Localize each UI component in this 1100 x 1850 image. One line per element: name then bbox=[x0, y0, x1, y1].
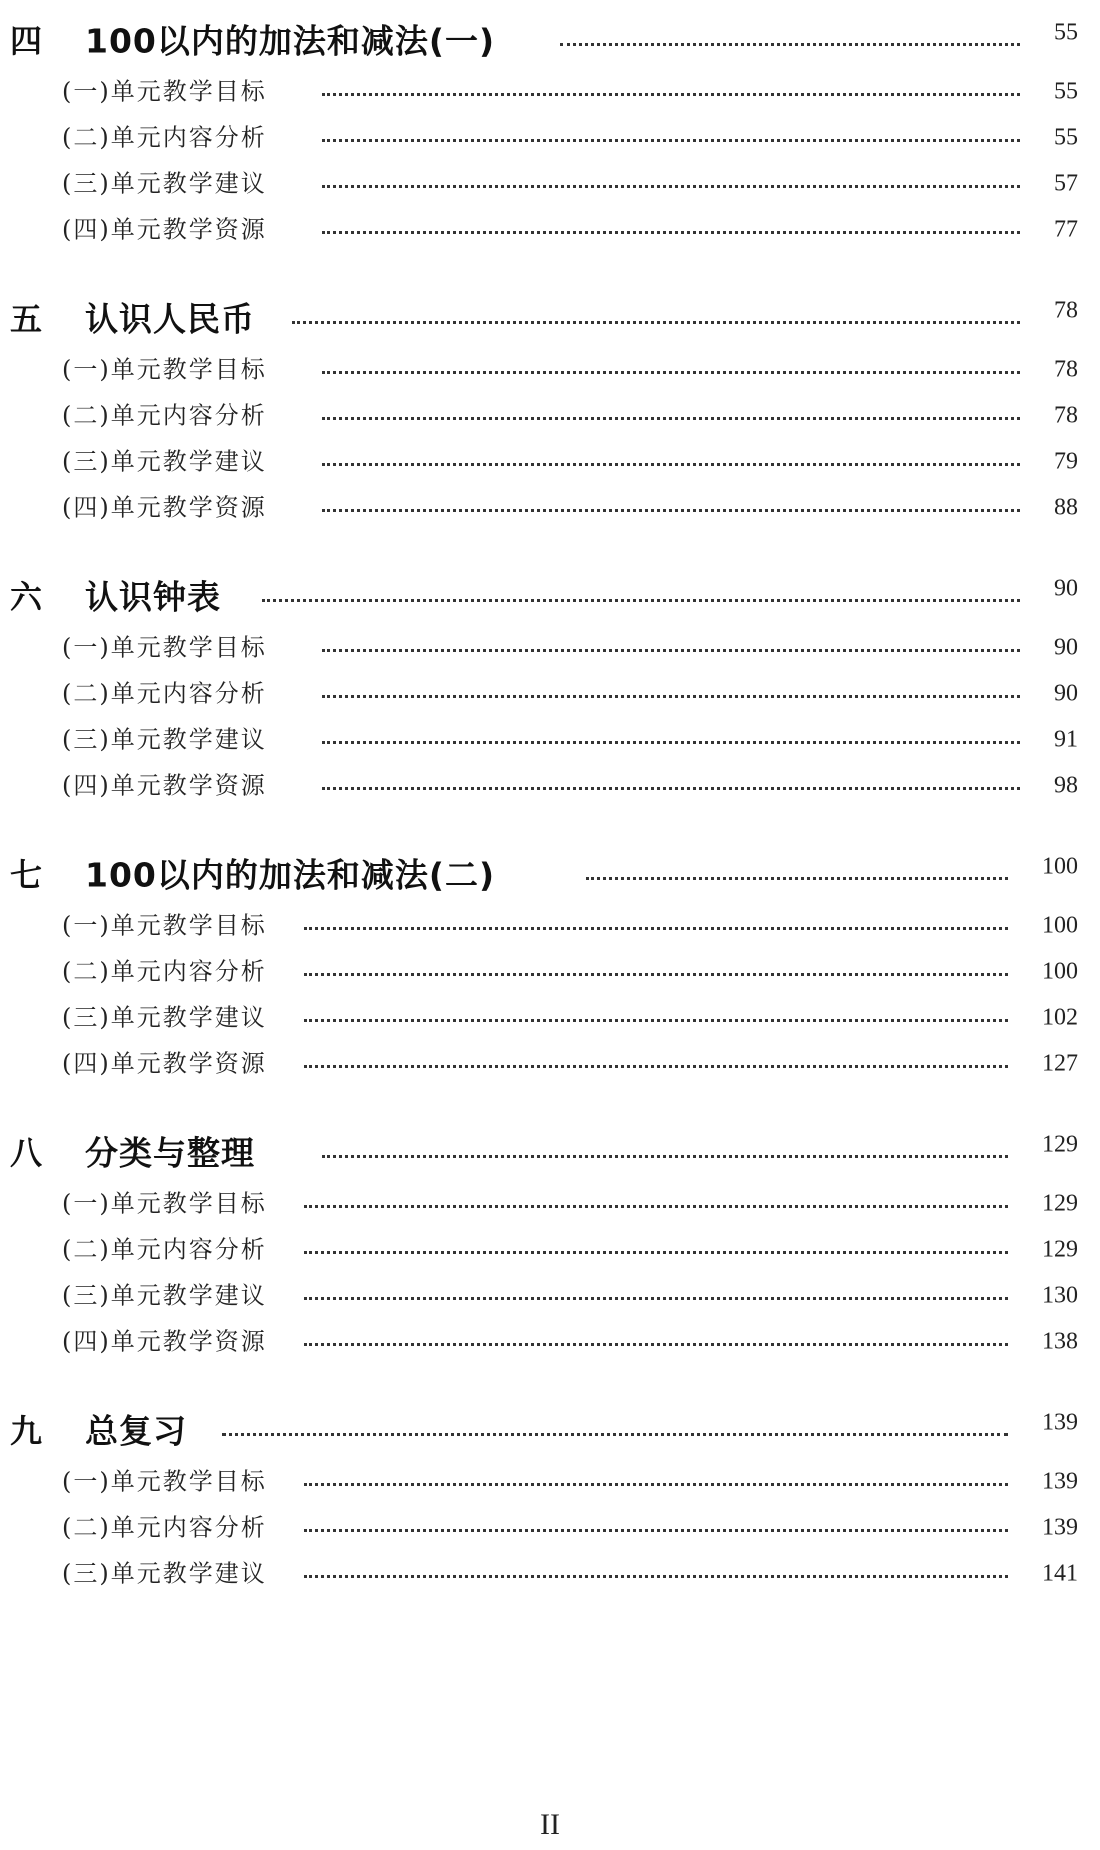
page-number: 127 bbox=[1042, 1050, 1078, 1077]
dot-leader bbox=[322, 741, 1020, 744]
dot-leader bbox=[560, 43, 1020, 46]
section-entry[interactable] bbox=[0, 760, 1100, 806]
dot-leader bbox=[304, 1529, 1008, 1532]
chapter-number: 六 bbox=[10, 578, 43, 616]
section-title: (三)单元教学建议 bbox=[62, 725, 267, 754]
section-entry[interactable] bbox=[0, 668, 1100, 714]
chapter-number: 七 bbox=[10, 856, 43, 894]
dot-leader bbox=[322, 1155, 1008, 1158]
chapter-title: 总复习 bbox=[85, 1411, 187, 1451]
page-number: 100 bbox=[1042, 958, 1078, 985]
section-title: (二)单元内容分析 bbox=[62, 401, 267, 430]
dot-leader bbox=[304, 973, 1008, 976]
page-number: 130 bbox=[1042, 1282, 1078, 1309]
section-entry[interactable] bbox=[0, 482, 1100, 528]
page-number: 91 bbox=[1054, 726, 1078, 753]
chapter-number: 五 bbox=[10, 300, 43, 338]
dot-leader bbox=[322, 93, 1020, 96]
chapter-heading[interactable] bbox=[0, 14, 1100, 64]
page-number: 78 bbox=[1054, 297, 1078, 324]
section-title: (四)单元教学资源 bbox=[62, 1049, 267, 1078]
chapter-number: 四 bbox=[10, 22, 43, 60]
section-entry[interactable] bbox=[0, 946, 1100, 992]
page-number: 139 bbox=[1042, 1468, 1078, 1495]
section-entry[interactable] bbox=[0, 1224, 1100, 1270]
section-title: (一)单元教学目标 bbox=[62, 77, 267, 106]
section-entry[interactable] bbox=[0, 1502, 1100, 1548]
page-number: 55 bbox=[1054, 19, 1078, 46]
dot-leader bbox=[322, 649, 1020, 652]
page-number: 129 bbox=[1042, 1190, 1078, 1217]
section-entry[interactable] bbox=[0, 1316, 1100, 1362]
page-number: 100 bbox=[1042, 912, 1078, 939]
section-title: (一)单元教学目标 bbox=[62, 355, 267, 384]
page-number: 141 bbox=[1042, 1560, 1078, 1587]
dot-leader bbox=[304, 1575, 1008, 1578]
section-entry[interactable] bbox=[0, 390, 1100, 436]
section-entry[interactable] bbox=[0, 204, 1100, 250]
page-number: 129 bbox=[1042, 1131, 1078, 1158]
chapter-heading[interactable] bbox=[0, 570, 1100, 620]
dot-leader bbox=[322, 417, 1020, 420]
section-title: (二)单元内容分析 bbox=[62, 957, 267, 986]
dot-leader bbox=[222, 1433, 1008, 1436]
section-entry[interactable] bbox=[0, 1038, 1100, 1084]
section-entry[interactable] bbox=[0, 622, 1100, 668]
page-number: 102 bbox=[1042, 1004, 1078, 1031]
section-entry[interactable] bbox=[0, 66, 1100, 112]
page-number: 57 bbox=[1054, 170, 1078, 197]
chapter-heading[interactable] bbox=[0, 848, 1100, 898]
page-number: 98 bbox=[1054, 772, 1078, 799]
dot-leader bbox=[292, 321, 1020, 324]
section-title: (四)单元教学资源 bbox=[62, 215, 267, 244]
section-title: (二)单元内容分析 bbox=[62, 1235, 267, 1264]
chapter-heading[interactable] bbox=[0, 1404, 1100, 1454]
section-title: (三)单元教学建议 bbox=[62, 447, 267, 476]
dot-leader bbox=[322, 231, 1020, 234]
section-title: (二)单元内容分析 bbox=[62, 1513, 267, 1542]
chapter-title: 认识钟表 bbox=[85, 577, 221, 617]
dot-leader bbox=[304, 1019, 1008, 1022]
section-title: (三)单元教学建议 bbox=[62, 1003, 267, 1032]
dot-leader bbox=[304, 1343, 1008, 1346]
section-title: (一)单元教学目标 bbox=[62, 1189, 267, 1218]
section-entry[interactable] bbox=[0, 158, 1100, 204]
page-number: 77 bbox=[1054, 216, 1078, 243]
section-entry[interactable] bbox=[0, 1178, 1100, 1224]
page-number: 100 bbox=[1042, 853, 1078, 880]
chapter-heading[interactable] bbox=[0, 292, 1100, 342]
page-number: 78 bbox=[1054, 402, 1078, 429]
page-number: 88 bbox=[1054, 494, 1078, 521]
dot-leader bbox=[322, 509, 1020, 512]
chapter-number: 八 bbox=[10, 1134, 43, 1172]
dot-leader bbox=[304, 1483, 1008, 1486]
section-entry[interactable] bbox=[0, 344, 1100, 390]
page-number: 139 bbox=[1042, 1409, 1078, 1436]
section-title: (四)单元教学资源 bbox=[62, 1327, 267, 1356]
chapter-heading[interactable] bbox=[0, 1126, 1100, 1176]
dot-leader bbox=[322, 787, 1020, 790]
dot-leader bbox=[322, 695, 1020, 698]
chapter-title: 分类与整理 bbox=[85, 1133, 255, 1173]
section-title: (四)单元教学资源 bbox=[62, 493, 267, 522]
dot-leader bbox=[304, 1205, 1008, 1208]
chapter-title: 100以内的加法和减法(一) bbox=[85, 21, 496, 61]
section-title: (二)单元内容分析 bbox=[62, 123, 267, 152]
dot-leader bbox=[304, 1251, 1008, 1254]
dot-leader bbox=[322, 139, 1020, 142]
dot-leader bbox=[322, 463, 1020, 466]
section-title: (一)单元教学目标 bbox=[62, 633, 267, 662]
section-title: (三)单元教学建议 bbox=[62, 1281, 267, 1310]
section-title: (二)单元内容分析 bbox=[62, 679, 267, 708]
dot-leader bbox=[304, 1297, 1008, 1300]
page-number: 79 bbox=[1054, 448, 1078, 475]
page-number: 90 bbox=[1054, 680, 1078, 707]
section-title: (一)单元教学目标 bbox=[62, 911, 267, 940]
dot-leader bbox=[304, 1065, 1008, 1068]
section-title: (一)单元教学目标 bbox=[62, 1467, 267, 1496]
section-entry[interactable] bbox=[0, 1548, 1100, 1594]
page-number: 129 bbox=[1042, 1236, 1078, 1263]
section-title: (三)单元教学建议 bbox=[62, 1559, 267, 1588]
page-number: 55 bbox=[1054, 124, 1078, 151]
dot-leader bbox=[322, 185, 1020, 188]
page-folio: II bbox=[540, 1808, 560, 1841]
page-number: 138 bbox=[1042, 1328, 1078, 1355]
section-entry[interactable] bbox=[0, 112, 1100, 158]
page-number: 90 bbox=[1054, 634, 1078, 661]
page-number: 78 bbox=[1054, 356, 1078, 383]
chapter-number: 九 bbox=[10, 1412, 43, 1450]
section-entry[interactable] bbox=[0, 714, 1100, 760]
section-entry[interactable] bbox=[0, 1270, 1100, 1316]
dot-leader bbox=[304, 927, 1008, 930]
section-entry[interactable] bbox=[0, 992, 1100, 1038]
chapter-title: 100以内的加法和减法(二) bbox=[85, 855, 496, 895]
page-number: 90 bbox=[1054, 575, 1078, 602]
section-entry[interactable] bbox=[0, 900, 1100, 946]
page-number: 55 bbox=[1054, 78, 1078, 105]
chapter-title: 认识人民币 bbox=[85, 299, 255, 339]
section-title: (四)单元教学资源 bbox=[62, 771, 267, 800]
section-entry[interactable] bbox=[0, 1456, 1100, 1502]
dot-leader bbox=[586, 877, 1008, 880]
dot-leader bbox=[322, 371, 1020, 374]
section-entry[interactable] bbox=[0, 436, 1100, 482]
dot-leader bbox=[262, 599, 1020, 602]
section-title: (三)单元教学建议 bbox=[62, 169, 267, 198]
page-number: 139 bbox=[1042, 1514, 1078, 1541]
